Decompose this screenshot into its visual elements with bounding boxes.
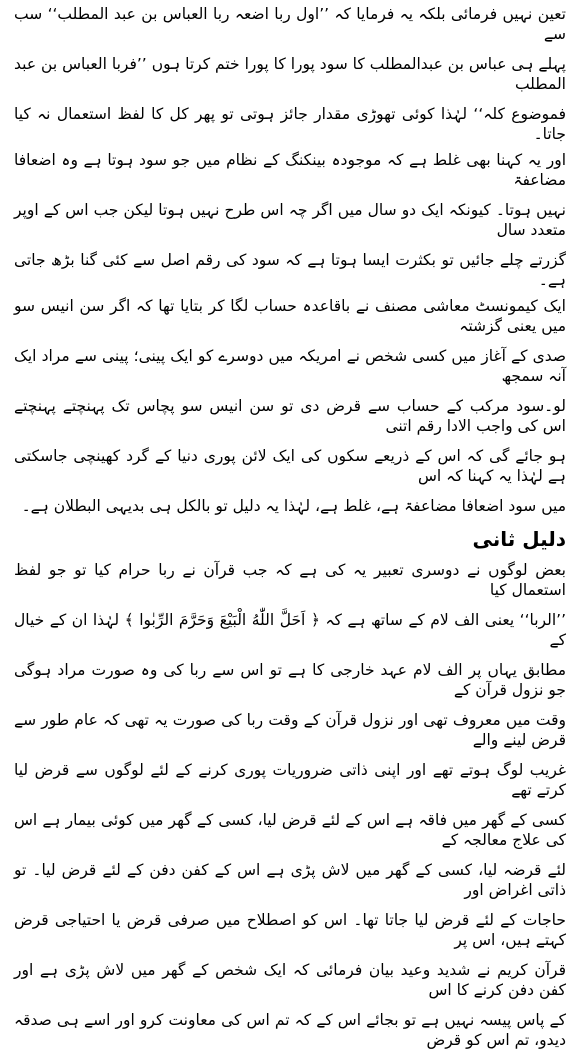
text-line: حاجات کے لئے قرض لیا جاتا تھا۔ اس کو اصطلاح میں صرفی قرض یا احتیاجی قرض کہتے ہیں، اس پر <box>14 911 566 949</box>
text-line: لو۔سود مرکب کے حساب سے قرض دی تو سن انیس سو پچاس تک پہنچتے پہنچتے اس کی واجب الادا رقم اتنی <box>14 397 566 435</box>
document-page <box>14 4 566 1050</box>
text-line: کسی کے گھر میں فاقہ ہے اس کے لئے قرض لیا، کسی کے گھر میں کوئی بیمار ہے اس کی علاج معالجہ کے <box>14 811 566 849</box>
text-line: پہلے ہی عباس بن عبدالمطلب کا سود پورا کا پورا ختم کرتا ہوں ’’فربا العباس بن عبد المطلب <box>14 55 566 93</box>
text-line: ’’الربا‘‘ یعنی الف لام کے ساتھ ہے کہ ﴿ اَحَلَّ اللّٰهُ الْبَیْعَ وَحَرَّمَ الرِّبٰوا ﴾ لہٰذا ان کے خیال کے <box>14 611 566 649</box>
text-line: وقت میں معروف تھی اور نزول قرآن کے وقت ربا کی صورت یہ تھی کہ عام طور سے قرض لینے والے <box>14 711 566 749</box>
section-heading: دلیل ثانی <box>472 527 566 551</box>
text-line: بعض لوگوں نے دوسری تعبیر یہ کی ہے کہ جب قرآن نے ربا حرام کیا تو جو لفظ استعمال کیا <box>14 561 566 599</box>
text-line: کے پاس پیسہ نہیں ہے تو بجائے اس کے کہ تم اس کی معاونت کرو اور اسے ہی صدقہ دیدو، تم اس کو قرض <box>14 1011 566 1049</box>
text-line: ہو جائے گی کہ اس کے ذریعے سکوں کی ایک لائن پوری دنیا کے گرد کھینچی جاسکتی ہے لہٰذا یہ کہنا کہ اس <box>14 447 566 485</box>
text-line: اور یہ کہنا بھی غلط ہے کہ موجودہ بینکنگ کے نظام میں جو سود ہوتا ہے وہ اضعافا مضاعفۃ <box>14 151 566 189</box>
text-line: تعین نہیں فرمائی بلکہ یہ فرمایا کہ ’’اول ربا اضعہ ربا العباس بن عبد المطلب‘‘ سب سے <box>14 5 566 43</box>
text-line: فموضوع کلہ‘‘ لہٰذا کوئی تھوڑی مقدار جائز ہوتی تو پھر کل کا لفظ استعمال نہ کیا جاتا۔ <box>14 105 566 143</box>
text-line: لئے قرضہ لیا، کسی کے گھر میں لاش پڑی ہے اس کے کفن دفن کے لئے قرض لیا۔ تو ذاتی اغراض اور <box>14 861 566 899</box>
paragraph <box>14 4 566 144</box>
text-line: گزرتے چلے جائیں تو بکثرت ایسا ہوتا ہے کہ سود کی رقم اصل سے کئی گنا بڑھ جاتی ہے۔ <box>14 251 566 289</box>
text-line: غریب لوگ ہوتے تھے اور اپنی ذاتی ضروریات پوری کرنے کے لئے لوگوں سے قرض لیا کرتے تھے <box>14 761 566 799</box>
text-line: میں سود اضعافا مضاعفۃ ہے، غلط ہے، لہٰذا یہ دلیل تو بالکل ہی بدیہی البطلان ہے۔ <box>21 497 566 515</box>
text-line: مطابق یہاں پر الف لام عہد خارجی کا ہے تو اس سے ربا کی وہ صورت مراد ہوگی جو نزول قرآن کے <box>14 661 566 699</box>
paragraph <box>14 150 566 290</box>
text-line: قرآن کریم نے شدید وعید بیان فرمائی کہ ایک شخص کے گھر میں لاش پڑی ہے اور کفن دفن کرنے کا اس <box>14 961 566 999</box>
paragraph <box>14 560 566 1050</box>
text-line: ایک کیمونسٹ معاشی مصنف نے باقاعدہ حساب لگا کر بتایا تھا کہ اگر سن انیس سو میں یعنی گزشتہ <box>14 297 566 335</box>
paragraph <box>14 296 566 516</box>
text-line: نہیں ہوتا۔ کیونکہ ایک دو سال میں اگر چہ اس طرح نہیں ہوتا لیکن جب اس کے اوپر متعدد سال <box>14 201 566 239</box>
text-line: صدی کے آغاز میں کسی شخص نے امریکہ میں دوسرے کو ایک پینی؛ پینی سے مراد ایک آنہ سمجھ <box>14 347 566 385</box>
